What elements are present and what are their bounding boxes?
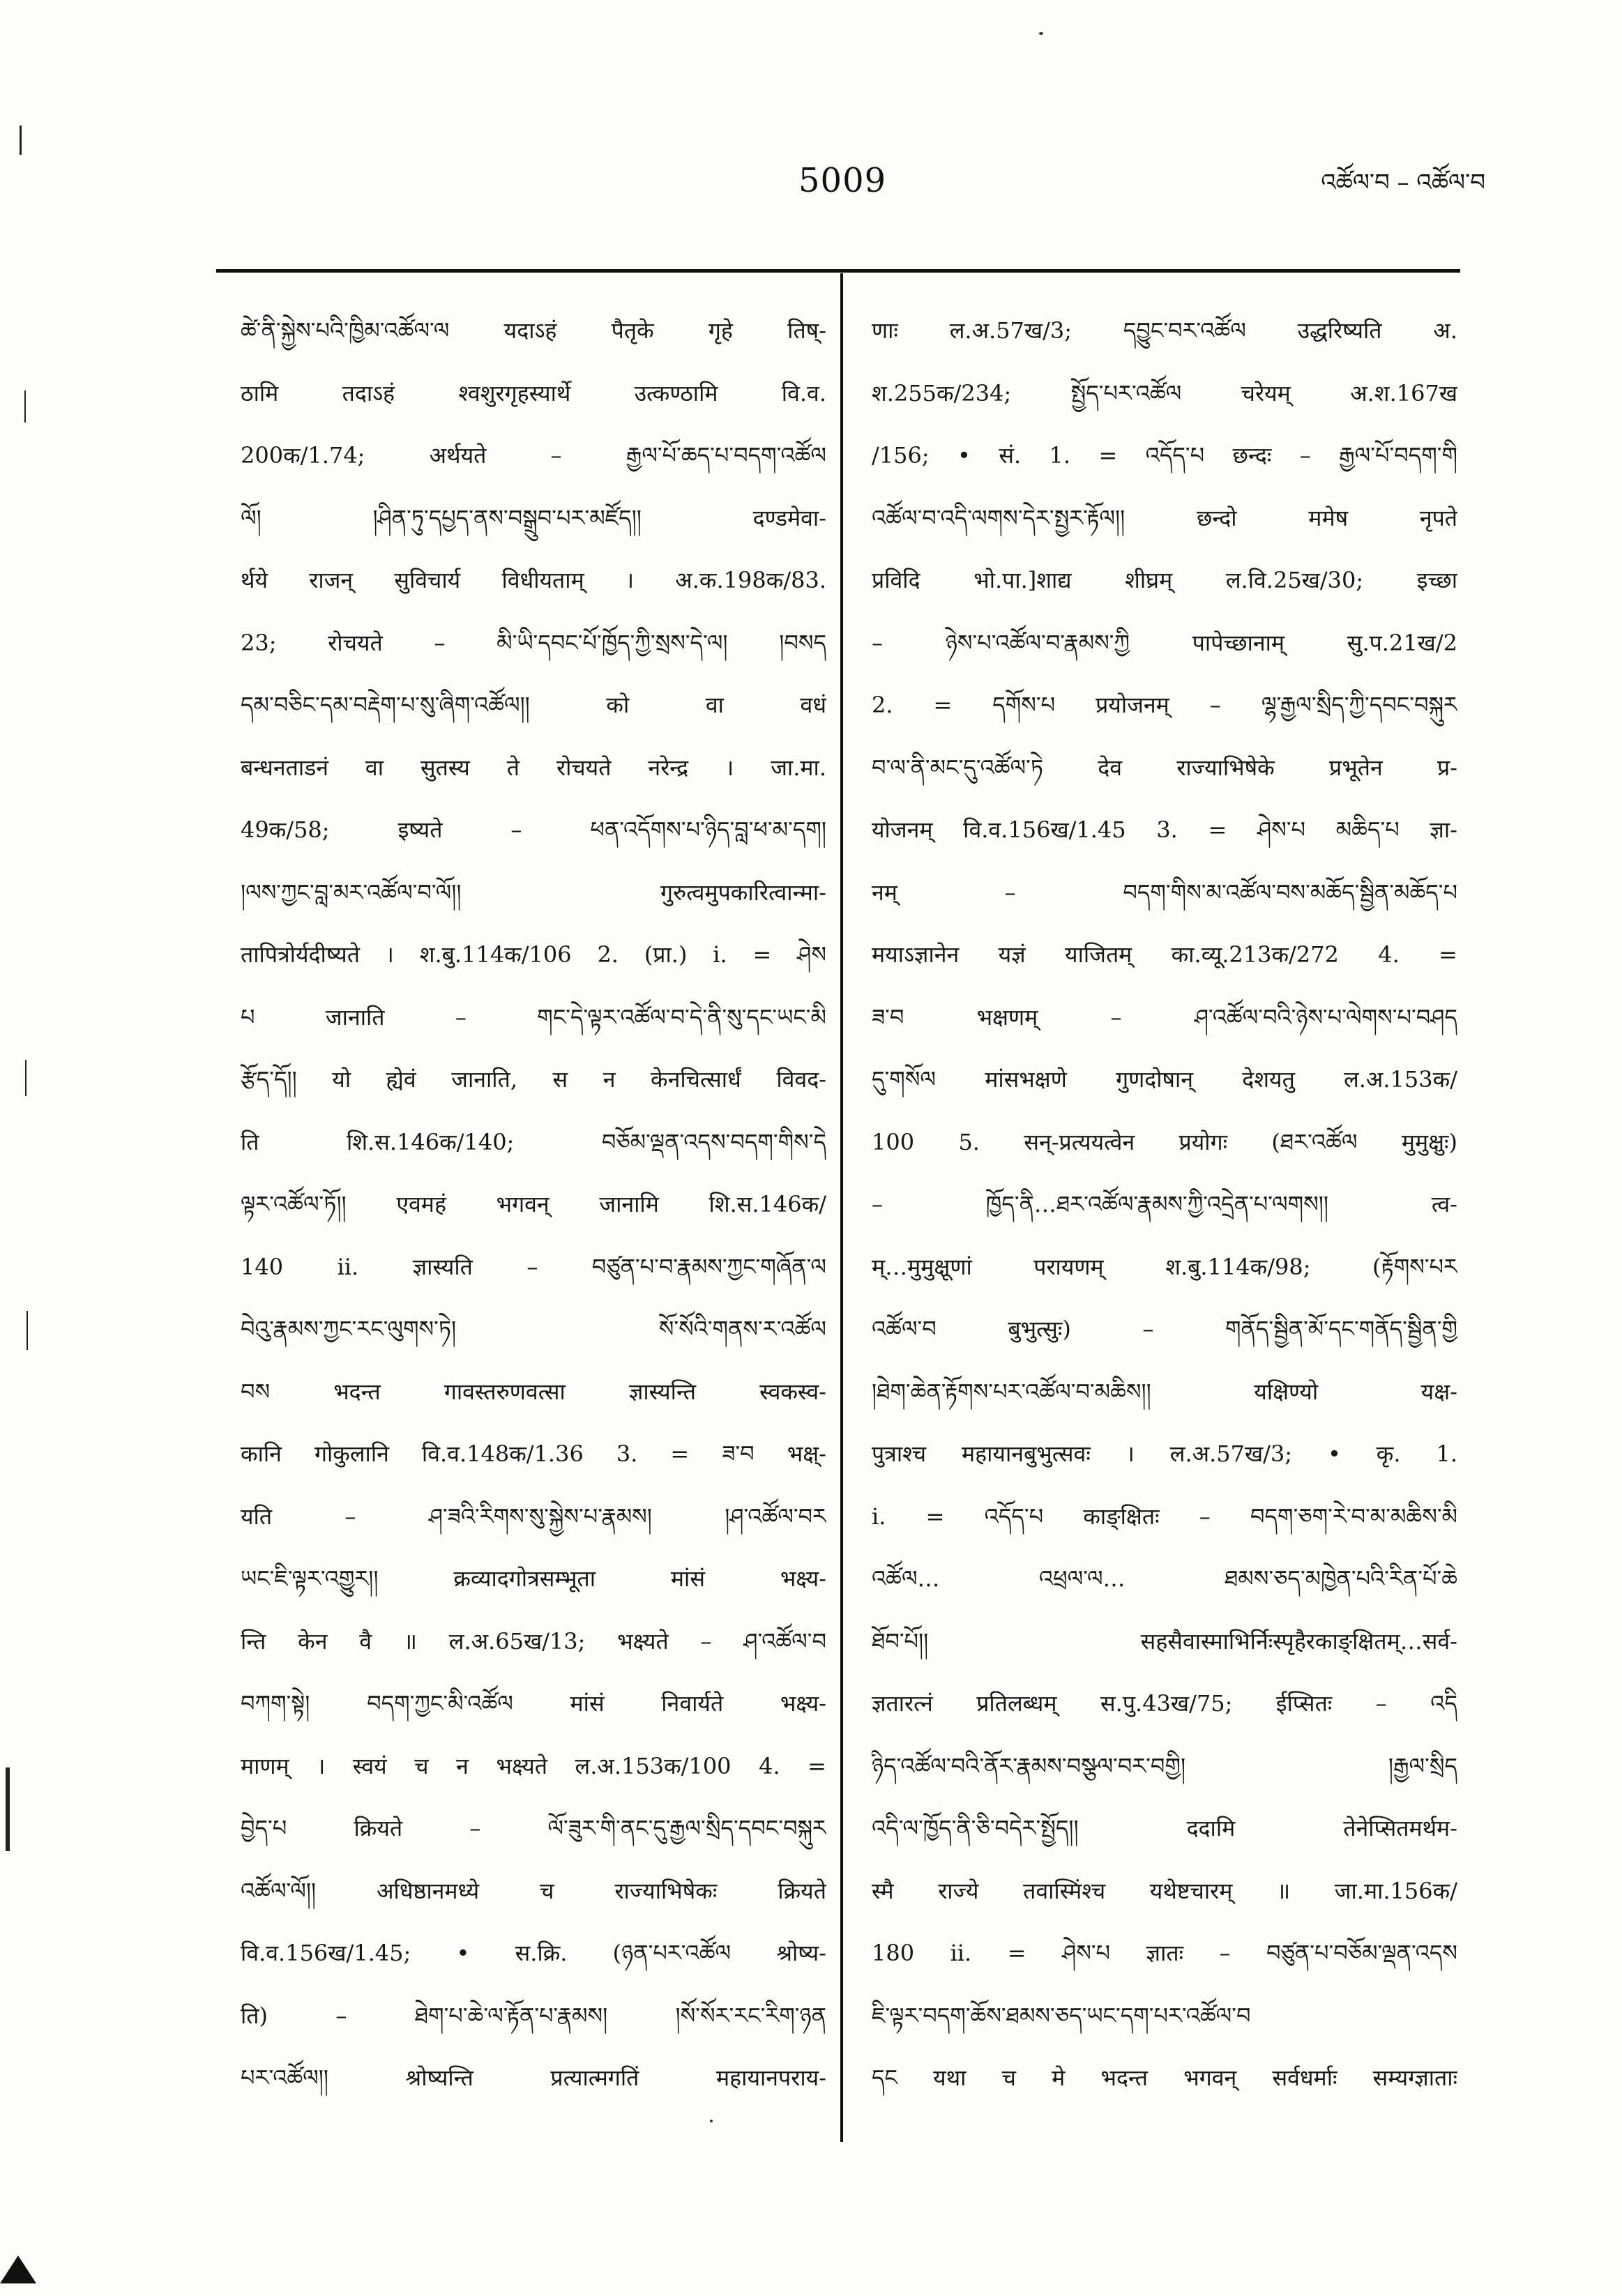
scan-margin-tick [25,1060,26,1096]
scan-margin-tick [26,1311,28,1350]
text-line: །ལས་ཀྱང་བླ་མར་འཚོལ་བ་ལོ།། गुरुत्वमुपकारित्वान्मा- [241,879,826,906]
text-line: བྱེད་པ क्रियते – ལོ་ཟུར་གི་ནང་དུ་རྒྱལ་སྲིད་དབང་བསྐུར [241,1815,826,1841]
text-line: 23; रोचयते – མི་ཡི་དབང་པོ་ཁྱོད་ཀྱི་སྲས་དེ་ལ། །བསད [241,629,826,656]
running-header: འཚོལ་བ – འཚོལ་བ [1321,169,1485,197]
page-number: 5009 [798,161,887,200]
text-line: माणम् । स्वयं च न भक्ष्यते ल.अ.153क/100 4. = [241,1752,826,1779]
left-column [241,300,826,2113]
text-line: 2. = དགོས་པ प्रयोजनम् – ལྷ་རྒྱལ་སྲིད་ཀྱི་དབང་བསྐུར [872,692,1457,718]
text-line: – ཉེས་པ་འཚོལ་བ་རྣམས་ཀྱི पापेच्छानाम् सु.प.21ख/2 [872,629,1457,656]
text-line: ज्ञतारत्नं प्रतिलब्धम् स.पु.43ख/75; ईप्सितः – འདི [872,1690,1457,1717]
text-line: རྩོད་དོ།། यो ह्येवं जानाति, स न केनचित्सार्धं विवद- [241,1066,826,1093]
right-column [872,300,1457,2113]
text-line: ཐོབ་པོ།། सहसैवास्माभिर्निःस्पृहैरकाङ्क्षितम्…सर्व- [872,1627,1457,1655]
text-line: བས भदन्त गावस्तरुणवत्सा ज्ञास्यन्ति स्वकस्व- [241,1378,826,1405]
text-line: ཚེ་ནི་སྐྱེས་པའི་ཁྱིམ་འཚོལ་ལ यदाऽहं पैतृके गृहे तिष्- [241,317,826,344]
text-line: ལྟར་འཚོལ་ཏོ།། एवमहं भगवन् जानामि शि.स.146क/ [241,1191,826,1217]
text-line: i. = འདོད་པ काङ्क्षितः – བདག་ཅག་རེ་བ་མ་མཆིས་མི [872,1503,1457,1530]
text-line: འཚོལ་བ་འདི་ལགས་དེར་སྤྱར་རྟོལ།། छन्दो ममेष नृपते [872,504,1457,531]
text-line: स्मै राज्ये तवास्मिंश्च यथेष्टचारम् ॥ जा.मा.156क/ [872,1877,1457,1904]
text-line: श.255क/234; སྤྱོད་པར་འཚོལ चरेयम् अ.श.167ख [872,379,1457,406]
text-line: 100 5. सन्-प्रत्ययत्वेन प्रयोगः (ཐར་འཚོལ मुमुक्षुः) [872,1128,1457,1155]
text-line: ति) – ཐེག་པ་ཆེ་ལ་རྟོན་པ་རྣམས། །སོ་སོར་རང་རིག་ཉན [241,2002,826,2029]
scan-speck [1039,32,1043,35]
text-line: 200क/1.74; अर्थयते – རྒྱལ་པོ་ཆད་པ་བདག་འཚོལ [241,442,826,469]
text-line: यति – ཤ་ཟའི་རིགས་སུ་སྐྱེས་པ་རྣམས། །ཤ་འཚོལ་བར [241,1503,826,1530]
scan-margin-tick [24,390,26,423]
scan-corner-mark [0,2256,36,2283]
column-divider [840,273,843,2142]
text-line: པར་འཚོལ།། श्रोष्यन्ति प्रत्यात्मगतिं महायानपराय- [241,2065,826,2091]
text-line: འཚོལ་ལོ།། अधिष्ठानमध्ये च राज्याभिषेकः क्रियते [241,1877,826,1904]
text-line: བེའུ་རྣམས་ཀྱང་རང་ལུགས་ཏེ། སོ་སོའི་གནས་ར་འཚོལ [241,1316,826,1342]
text-line: णाः ल.अ.57ख/3; དབྱུང་བར་འཚོལ उद्धरिष्यति अ. [872,317,1457,344]
text-line: न्ति केन वै ॥ ल.अ.65ख/13; भक्ष्यते – ཤ་འཚོལ་བ [241,1627,826,1655]
scan-speck [710,2120,713,2122]
scan-margin-tick [6,1767,10,1851]
text-line: དུ་གསོལ मांसभक्षणे गुणदोषान् देशयतु ल.अ.153क/ [872,1066,1457,1093]
text-line: मयाऽज्ञानेन यज्ञं याजितम् का.व्यू.213क/272 4. = [872,941,1457,968]
text-line: योजनम् वि.व.156ख/1.45 3. = ཤེས་པ མཆིད་པ ज्ञा- [872,816,1457,843]
text-line: དམ་བཅིང་དམ་བརྡེག་པ་སུ་ཞིག་འཚོལ།། को वा वधं [241,692,826,718]
text-line: ठामि तदाऽहं श्वशुरगृहस्यार्थे उत्कण्ठामि वि.व. [241,379,826,406]
text-line: कानि गोकुलानि वि.व.148क/1.36 3. = ཟ་བ भक्ष्- [241,1440,826,1467]
text-line: པ जानाति – གང་དེ་ལྟར་འཚོལ་བ་དེ་ནི་སུ་དང་ཡང་མི [241,1003,826,1031]
text-line: प्रविदि भो.पा.]शाद्य शीघ्रम् ल.वि.25ख/30; इच्छा [872,567,1457,593]
text-line: ཟ་བ भक्षणम् – ཤ་འཚོལ་བའི་ཉེས་པ་ལེགས་པ་བཤད [872,1003,1457,1031]
text-line: ཡང་ཇི་ལྟར་འགྱུར།། क्रव्यादगोत्रसम्भूता मांसं भक्ष्य- [241,1565,826,1592]
text-line: तापित्रोर्यदीष्यते । श.बु.114क/106 2. (प्रा.) i. = ཤེས [241,941,826,968]
text-line: – ཁྱོད་ནི…ཐར་འཚོལ་རྣམས་ཀྱི་འདྲེན་པ་ལགས།། त्व- [872,1191,1457,1217]
text-line: བཀག་སྟེ། བདག་ཀྱང་མི་འཚོལ मांसं निवार्यते भक्ष्य- [241,1690,826,1717]
text-line: འཚོལ… འཕྲལ་ལ… ཐམས་ཅད་མཁྱེན་པའི་རིན་པོ་ཆེ [872,1565,1457,1592]
text-line: ति शि.स.146क/140; བཅོམ་ལྡན་འདས་བདག་གིས་དེ [241,1128,826,1155]
text-line: 140 ii. ज्ञास्यति – བཙུན་པ་བ་རྣམས་ཀྱང་གཞོན་ལ [241,1253,826,1280]
header-rule [216,269,1460,273]
text-line: र्थये राजन् सुविचार्य विधीयताम् । अ.क.198क/83. [241,567,826,593]
text-line: དང यथा च मे भदन्त भगवन् सर्वधर्माः सम्यग्ज्ञाताः [872,2065,1457,2091]
text-line: पुत्राश्च महायानबुभुत्सवः । ल.अ.57ख/3; • कृ. 1. [872,1440,1457,1467]
text-line: ཉིད་འཚོལ་བའི་ནོར་རྣམས་བསྩལ་བར་བགྱི། །རྒྱལ་སྲིད [872,1752,1457,1779]
text-line: 49क/58; इष्यते – ཕན་འདོགས་པ་ཉིད་བླ་ཕ་མ་དག། [241,816,826,843]
text-line: བ་ལ་ནི་མང་དུ་འཚོལ་ཏེ देव राज्याभिषेके प्रभूतेन प्र- [872,754,1457,781]
scan-margin-tick [20,126,22,155]
text-line: འཚོལ་བ बुभुत्सुः) – གནོད་སྦྱིན་མོ་དང་གནོད་སྦྱིན་གྱི [872,1316,1457,1342]
text-line: नम् – བདག་གིས་མ་འཚོལ་བས་མཆོད་སྦྱིན་མཆོད་པ [872,879,1457,906]
text-line: 180 ii. = ཤེས་པ ज्ञातः – བཙུན་པ་བཅོམ་ལྡན་འདས [872,1940,1457,1966]
text-line: वि.व.156ख/1.45; • स.क्रि. (ཉན་པར་འཚོལ श्रोष्य- [241,1940,826,1966]
text-line: ལོ། །ཤིན་ཏུ་དཔྱད་ནས་བསྒྲུབ་པར་མཛོད།། दण्डमेवा- [241,504,826,531]
text-line: འདི་ལ་ཁྱོད་ནི་ཅི་བདེར་སྤྱོད།། ददामि तेनेप्सितमर्थम- [872,1815,1457,1841]
text-line: །ཐེག་ཆེན་རྟོགས་པར་འཚོལ་བ་མཆིས།། यक्षिण्यो यक्ष- [872,1378,1457,1405]
text-line: म्…मुमुक्षूणां परायणम् श.बु.114क/98; (རྟོགས་པར [872,1253,1457,1280]
text-line: /156; • सं. 1. = འདོད་པ छन्दः – རྒྱལ་པོ་བདག་གི [872,442,1457,469]
text-line: बन्धनताडनं वा सुतस्य ते रोचयते नरेन्द्र । जा.मा. [241,754,826,781]
text-line: ཇི་ལྟར་བདག་ཆོས་ཐམས་ཅད་ཡང་དག་པར་འཚོལ་བ [872,2002,1251,2029]
